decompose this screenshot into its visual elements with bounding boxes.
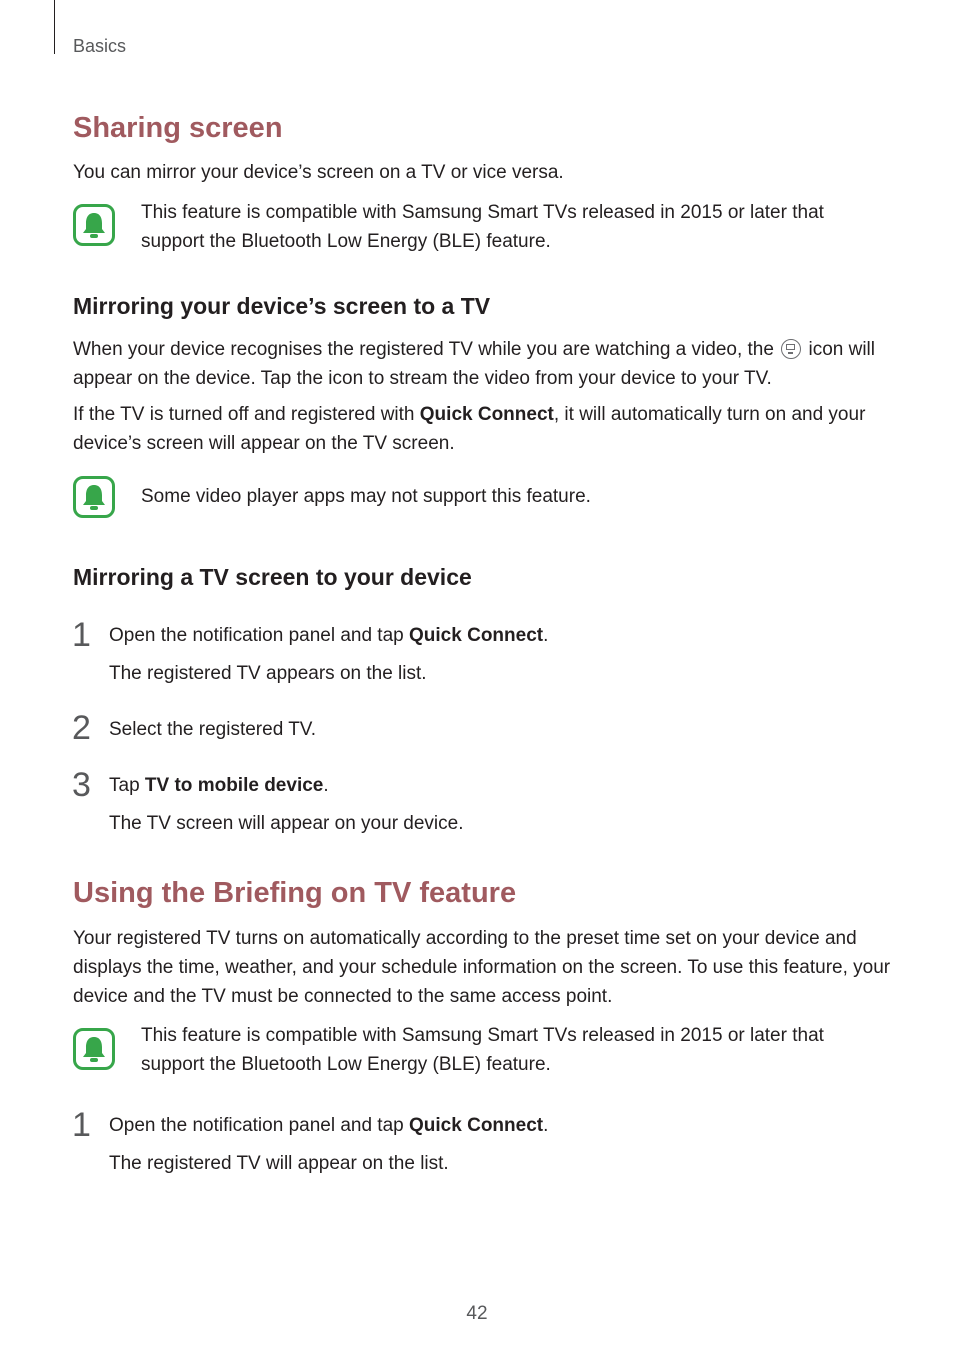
step-text bbox=[109, 621, 869, 650]
step-number: 1 bbox=[72, 616, 91, 654]
step-text bbox=[109, 1111, 869, 1140]
page-number: 42 bbox=[466, 1303, 488, 1324]
tv-to-mobile-label: TV to mobile device bbox=[144, 775, 324, 796]
section-title-briefing-on-tv: Using the Briefing on TV feature bbox=[73, 877, 517, 909]
text-fragment: icon will appear on the device. Tap the icon to stream the video from your device to your TV. bbox=[73, 339, 876, 389]
step-number: 3 bbox=[72, 766, 91, 804]
mirror-to-tv-paragraph-1 bbox=[73, 335, 893, 393]
note-text-video-apps: Some video player apps may not support this feature. bbox=[141, 486, 591, 507]
text-fragment: Tap bbox=[109, 775, 145, 796]
step-result: The registered TV appears on the list. bbox=[109, 663, 427, 684]
text-fragment: Open the notification panel and tap bbox=[109, 1115, 410, 1136]
running-head: Basics bbox=[73, 36, 127, 56]
quick-connect-label: Quick Connect bbox=[409, 625, 544, 646]
text-fragment: If the TV is turned off and registered with bbox=[73, 404, 420, 425]
step-text bbox=[109, 771, 869, 800]
quick-connect-label: Quick Connect bbox=[419, 404, 554, 425]
quick-connect-label: Quick Connect bbox=[409, 1115, 544, 1136]
mirror-to-tv-paragraph-2 bbox=[73, 400, 893, 458]
text-fragment: . bbox=[543, 625, 549, 646]
section-title-sharing-screen: Sharing screen bbox=[73, 112, 283, 144]
step-number: 2 bbox=[72, 709, 91, 747]
note-bell-icon bbox=[73, 476, 115, 518]
step-result: The TV screen will appear on your device. bbox=[109, 813, 464, 834]
note-bell-icon bbox=[73, 204, 115, 246]
step-text: Select the registered TV. bbox=[109, 719, 317, 740]
note-text-ble: This feature is compatible with Samsung Smart TVs released in 2015 or later that support the Bluetooth Low Energy (BLE) feature. bbox=[141, 202, 824, 252]
margin-rule bbox=[54, 0, 55, 54]
text-fragment: . bbox=[323, 775, 329, 796]
text-fragment: , it will automatically turn on and your device’s screen will appear on the TV screen. bbox=[73, 404, 866, 454]
step-result: The registered TV will appear on the list. bbox=[109, 1153, 449, 1174]
step-number: 1 bbox=[72, 1106, 91, 1144]
subsection-title-mirror-to-device: Mirroring a TV screen to your device bbox=[73, 564, 472, 590]
text-fragment: . bbox=[543, 1115, 549, 1136]
screen-mirroring-icon bbox=[781, 339, 801, 359]
note-bell-icon bbox=[73, 1028, 115, 1070]
note-text-ble: This feature is compatible with Samsung Smart TVs released in 2015 or later that support the Bluetooth Low Energy (BLE) feature. bbox=[141, 1025, 824, 1075]
text-fragment: Open the notification panel and tap bbox=[109, 625, 410, 646]
subsection-title-mirror-to-tv: Mirroring your device’s screen to a TV bbox=[73, 293, 491, 319]
briefing-intro: Your registered TV turns on automatically according to the preset time set on your device and displays the time, weather, and your schedule information on the screen. To use this feature, your device and the TV must be connected to the same access point. bbox=[73, 928, 891, 1007]
sharing-intro: You can mirror your device’s screen on a TV or vice versa. bbox=[73, 162, 564, 183]
text-fragment: When your device recognises the registered TV while you are watching a video, the bbox=[73, 339, 774, 360]
